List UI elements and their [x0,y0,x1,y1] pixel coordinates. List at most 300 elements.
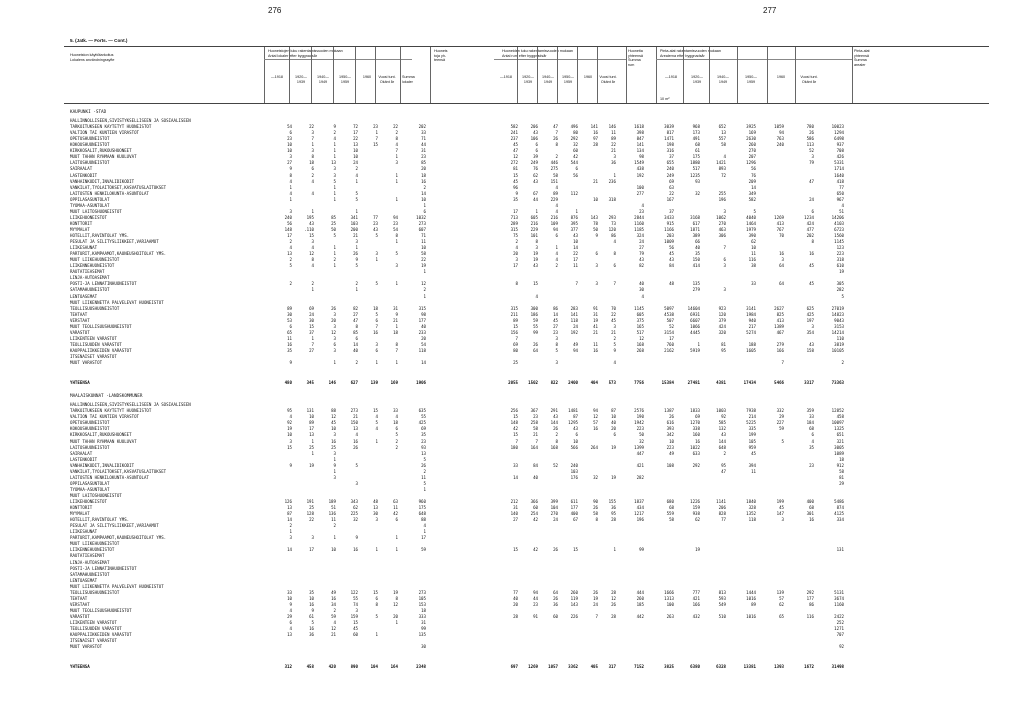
count-cell: 45 [353,626,358,632]
value-cell: 8 [555,142,558,148]
row-label: MUUT LIIKEHUONEISTOT [70,541,120,547]
count-cell: 7 [395,347,398,353]
value-cell: 12852 [831,408,844,414]
value-cell: 1837 [634,499,644,504]
value-cell: 6 [555,233,558,238]
value-cell: 7756 [634,380,644,386]
value-cell: 20 [513,601,518,607]
value-cell: 5274 [746,329,756,335]
value-cell: 8 [595,517,598,523]
count-cell: 103 [350,220,358,226]
value-cell: 43 [809,341,814,347]
value-cell: 3168 [690,214,700,220]
value-cell: 91 [593,305,598,311]
count-cell: 65 [287,329,292,335]
value-cell: 44 [533,196,538,202]
count-cell: 169 [390,380,398,386]
row-label: LENTOASEMAT [70,577,98,583]
value-cell: 197 [806,317,814,323]
value-cell: 82 [639,263,644,269]
value-cell: 21 [533,432,538,438]
count-cell: 175 [418,505,426,511]
value-cell: 17 [573,257,578,263]
value-cell: 100 [636,184,644,190]
value-cell: 404 [590,380,598,386]
value-cell: 89 [611,136,616,142]
value-cell: 62 [695,517,700,523]
count-cell: 22 [421,257,426,263]
count-cell: 85 [353,329,358,335]
value-cell: 2630 [746,136,756,142]
value-cell: 50 [593,226,598,232]
count-cell: 2 [423,287,426,293]
value-cell: 573 [608,380,616,386]
value-cell: 79 [809,160,814,166]
count-cell: 4 [333,620,336,625]
value-cell: 6931 [690,311,700,317]
count-cell: 37 [309,329,314,335]
value-cell: 27 [553,323,558,329]
count-cell: 15 [373,142,378,148]
count-cell: 5 [375,281,378,287]
count-cell: 425 [418,420,426,426]
value-cell: 169 [748,130,756,136]
table-row [494,360,989,366]
value-cell: 23 [553,329,558,335]
value-cell: 7 [575,281,578,287]
value-cell: 633 [692,450,700,456]
value-cell: 1389 [774,323,784,329]
value-cell: 6 [595,251,598,257]
value-cell: 94 [553,226,558,232]
year-heading: 1920— 1939 [295,75,307,84]
value-cell: 192 [570,329,578,335]
value-cell: 446 [550,160,558,166]
count-cell: 1 [289,184,292,190]
value-cell: 28 [611,589,616,595]
value-cell: 424 [806,220,814,226]
row-label: VANKILAT,TYOLAITOKSET,KASVATUSLAITOKSET [70,468,167,474]
count-cell: 1 [333,154,336,160]
value-cell: 19 [533,257,538,263]
value-cell: 1640 [834,172,844,178]
value-cell: 3 [595,263,598,269]
value-cell: 18 [839,456,844,462]
value-cell: 14823 [831,311,844,317]
count-cell: 4 [311,190,314,196]
row-label: LASTENKODIT [70,456,98,462]
count-cell: 16 [353,438,358,444]
value-cell: 146 [608,124,616,130]
value-cell: 116 [806,613,814,619]
count-cell: 5 [355,190,358,196]
count-cell: 3 [333,347,336,353]
row-label: HOTELLIT,RAVINTOLAT YMS. [70,517,130,523]
value-cell: 93 [695,178,700,184]
count-cell: 341 [350,214,358,220]
column-rule [557,47,558,103]
value-cell: 652 [718,124,726,130]
count-cell: 82 [353,305,358,311]
row-label: PESULAT JA SILITYSLIIKKEET,VARJAAMOT [70,523,159,529]
value-cell: 566 [570,444,578,450]
value-cell: 937 [836,142,844,148]
count-cell: 16 [287,341,292,347]
count-cell: 22 [353,136,358,142]
value-cell: 3141 [746,305,756,311]
value-cell: 1421 [716,160,726,166]
count-cell: 13 [373,505,378,511]
count-cell: 4 [289,414,292,420]
value-cell: 3 [595,281,598,287]
count-cell: 3 [355,239,358,245]
value-cell: 1 [697,341,700,347]
count-cell: 6 [375,595,378,601]
value-cell: 5 [753,208,756,214]
count-cell: 1 [333,245,336,251]
value-cell: 1444 [746,589,756,595]
value-cell: 147 [776,511,784,517]
value-cell: 256 [510,408,518,414]
count-cell: 69 [309,305,314,311]
value-cell: 45 [553,317,558,323]
value-cell: 90 [593,499,598,504]
value-cell: 413 [776,220,784,226]
value-cell: 33 [809,414,814,420]
value-cell: 175 [692,154,700,160]
count-cell: 8 [395,136,398,142]
value-cell: 217 [748,323,756,329]
count-cell: 25 [309,505,314,511]
value-cell: 959 [748,444,756,450]
value-cell: 1352 [746,511,756,517]
row-label: LENTOASEMAT [70,293,98,299]
count-cell: 62 [353,505,358,511]
value-cell: 1880 [690,160,700,166]
value-cell: 35 [809,444,814,450]
count-cell: 14 [421,190,426,196]
value-cell: 31498 [831,664,844,670]
value-cell: 96 [513,184,518,190]
value-cell: 24 [553,517,558,523]
value-cell: 211 [510,311,518,317]
count-cell: 10 [421,196,426,202]
column-rule [400,47,401,103]
value-cell: 1145 [634,305,644,311]
value-cell: 5097 [664,305,674,311]
value-cell: 3 [515,257,518,263]
count-cell: 5 [333,233,336,238]
count-cell: 3 [333,166,336,172]
value-cell: 21 [593,178,598,184]
value-cell: 1059 [774,124,784,130]
value-cell: 14 [513,474,518,480]
value-cell: 58 [533,426,538,432]
row-label: OPETUSHUONEISTOT [70,136,110,142]
count-cell: 5 [333,178,336,184]
count-cell: 15 [373,589,378,595]
count-cell: 48 [373,499,378,504]
value-cell: 60 [533,505,538,511]
row-label: HALLINNOLLISEEN,SIVISTYKSELLISEEN JA SOSIAALISEEN [70,118,191,124]
column-rule [795,47,796,103]
value-cell: 95 [611,511,616,517]
value-cell: 134 [636,148,644,154]
value-cell: 69 [669,178,674,184]
value-cell: 3825 [664,664,674,670]
count-cell: 118 [418,347,426,353]
value-cell: 4538 [664,311,674,317]
value-cell: 1217 [634,511,644,517]
value-cell: 426 [836,154,844,160]
value-cell: 28 [611,613,616,619]
count-cell: 6 [289,323,292,329]
count-cell: 16 [309,626,314,632]
header-rule [264,59,412,60]
value-cell: 342 [666,432,674,438]
value-cell: 19 [839,269,844,275]
value-cell: 58 [839,468,844,474]
value-cell: 35 [513,196,518,202]
count-cell: 10 [287,148,292,154]
count-cell: 10 [309,595,314,601]
value-cell: 5466 [774,380,784,386]
column-rule [375,47,376,103]
row-label: LIIKEHUONEISTOT [70,214,107,220]
row-label: MUUT LIIKENNETTA PALVELEVAT HUONEISTOT [70,583,164,589]
value-cell: 240 [666,166,674,172]
count-cell: 5 [423,456,426,462]
value-cell: 25 [513,360,518,366]
count-cell: 2 [395,444,398,450]
count-cell: 54 [393,226,398,232]
value-cell: 110 [836,335,844,341]
count-cell: 2 [289,239,292,245]
value-cell: 3362 [568,664,578,670]
value-cell: 6 [723,257,726,263]
value-cell: 354 [806,329,814,335]
right-page [494,36,989,718]
value-cell: 625 [806,305,814,311]
value-cell: 103 [570,468,578,474]
value-cell: 17 [513,208,518,214]
value-cell: 1022 [690,444,700,450]
value-cell: 6 [535,148,538,154]
count-cell: 18 [373,305,378,311]
value-cell: 95 [721,347,726,353]
row-label: LIIKESAUNAT [70,245,98,251]
value-cell: 203 [666,233,674,238]
count-cell: 1 [355,287,358,293]
count-cell: 59 [331,613,336,619]
count-cell: 960 [418,499,426,504]
value-cell: 16 [593,347,598,353]
value-cell: 202 [806,233,814,238]
stub-heading: Huoneiston käyttötarkoitus Lokalens användningssyfte [70,53,115,62]
value-cell: 6 [811,208,814,214]
count-cell: 4 [333,136,336,142]
value-cell: 582 [748,196,756,202]
count-cell: 1 [375,632,378,638]
column-rule [656,47,657,103]
count-cell: 14 [287,517,292,523]
count-cell: 13 [353,142,358,148]
count-cell: 27 [287,160,292,166]
value-cell: 23 [533,601,538,607]
value-cell: 76 [751,172,756,178]
count-cell: 26 [421,462,426,468]
count-cell: 13 [421,450,426,456]
count-cell: 19 [309,462,314,468]
count-cell: 890 [350,664,358,670]
count-cell: 98 [421,311,426,317]
count-cell: .110 [304,226,314,232]
count-cell: 1 [375,360,378,366]
value-cell: 1666 [664,589,674,595]
value-cell: 507 [666,317,674,323]
count-cell: 1 [395,281,398,287]
value-cell: 3 [811,323,814,329]
value-cell: 414 [692,263,700,269]
value-cell: 77 [839,184,844,190]
row-label: SATAMAHUONEISTOT [70,287,110,293]
count-cell: 6 [423,208,426,214]
count-cell: 3 [355,480,358,486]
count-cell: 8 [311,257,314,263]
value-cell: 24 [809,196,814,202]
value-cell: 444 [636,589,644,595]
value-cell: 708 [836,148,844,154]
count-cell: 54 [421,341,426,347]
count-cell: 72 [353,124,358,130]
count-cell: 1 [395,196,398,202]
value-cell: 315 [510,305,518,311]
count-cell: 13 [287,251,292,257]
count-cell: 17 [309,426,314,432]
count-cell: 32 [353,517,358,523]
row-label: VANKILAT,TYOLAITOKSET,KASVATUSLAITOKSET [70,184,167,190]
value-cell: 173 [692,130,700,136]
count-cell: 20 [331,317,336,323]
header-rule [656,59,852,60]
value-cell: 38 [751,263,756,269]
value-cell: 43 [573,426,578,432]
count-cell: 23 [393,220,398,226]
value-cell: 1618 [634,124,644,130]
value-cell: 10023 [831,124,844,130]
value-cell: 763 [776,136,784,142]
value-cell: 651 [836,432,844,438]
value-cell: 3 [723,263,726,269]
value-cell: 223 [636,426,644,432]
value-cell: 291 [550,408,558,414]
count-cell: 23 [421,438,426,444]
row-label: TEOLLISUUSHUONEISTOT [70,589,120,595]
count-cell: 6 [375,347,378,353]
value-cell: 3 [781,517,784,523]
value-cell: 10105 [831,347,844,353]
value-cell: 1871 [690,226,700,232]
value-cell: 70 [611,305,616,311]
count-cell: 5 [375,420,378,426]
count-cell: 3 [289,438,292,444]
column-rule [311,47,312,103]
count-cell: 312 [284,664,292,670]
value-cell: 49 [669,450,674,456]
value-cell: 168 [636,341,644,347]
value-cell: 45 [513,178,518,184]
value-cell: 4 [613,360,616,366]
value-cell: 99 [533,329,538,335]
value-cell: 14604 [687,305,700,311]
value-cell: 847 [636,136,644,142]
value-cell: 4040 [746,214,756,220]
value-cell: 86 [553,305,558,311]
count-cell: 4 [289,626,292,632]
value-cell: 159 [692,505,700,511]
count-cell: 42 [393,511,398,517]
count-cell: 7 [395,148,398,154]
value-cell: 7 [781,360,784,366]
value-cell: 3925 [746,124,756,130]
count-cell: 2 [311,172,314,178]
count-cell: 1 [333,535,336,541]
value-cell: 62 [779,601,784,607]
count-cell: 3 [333,450,336,456]
count-cell: 3 [289,154,292,160]
count-cell: 51 [331,505,336,511]
row-label: YHTEENSA [70,664,90,670]
value-cell: 45 [779,505,784,511]
value-cell: 2 [555,154,558,160]
row-label: OPPILASASUNTOLAT [70,196,110,202]
count-cell: 20 [421,166,426,172]
value-cell: 559 [666,511,674,517]
value-cell: 16 [593,130,598,136]
total-row [64,380,494,386]
count-cell: 7 [311,136,314,142]
value-cell: 223 [666,444,674,450]
count-cell: 15 [309,233,314,238]
value-cell: 65 [779,613,784,619]
value-cell: 40 [639,281,644,287]
value-cell: 4 [613,239,616,245]
count-cell: 104 [370,664,378,670]
year-heading: Vuosi tunt. Okänt år [599,75,617,84]
count-cell: 3 [395,263,398,269]
count-cell: 1 [355,208,358,214]
column-rule [709,47,710,103]
value-cell: 828 [718,511,726,517]
count-cell: 159 [350,613,358,619]
value-cell: 141 [636,142,644,148]
count-cell: 27 [309,347,314,353]
row-label: TEHTAAT [70,311,88,317]
value-cell: 52 [669,323,674,329]
count-cell: 2348 [416,664,426,670]
header-rule [494,59,626,60]
value-cell: 3433 [664,214,674,220]
value-cell: 292 [692,462,700,468]
value-cell: 106 [530,136,538,142]
value-cell: 2 [723,450,726,456]
value-cell: 26 [533,341,538,347]
count-cell: 2 [355,281,358,287]
count-cell: 3 [395,160,398,166]
value-cell: 19 [611,474,616,480]
value-cell: 467 [776,329,784,335]
count-cell: 6 [333,341,336,347]
